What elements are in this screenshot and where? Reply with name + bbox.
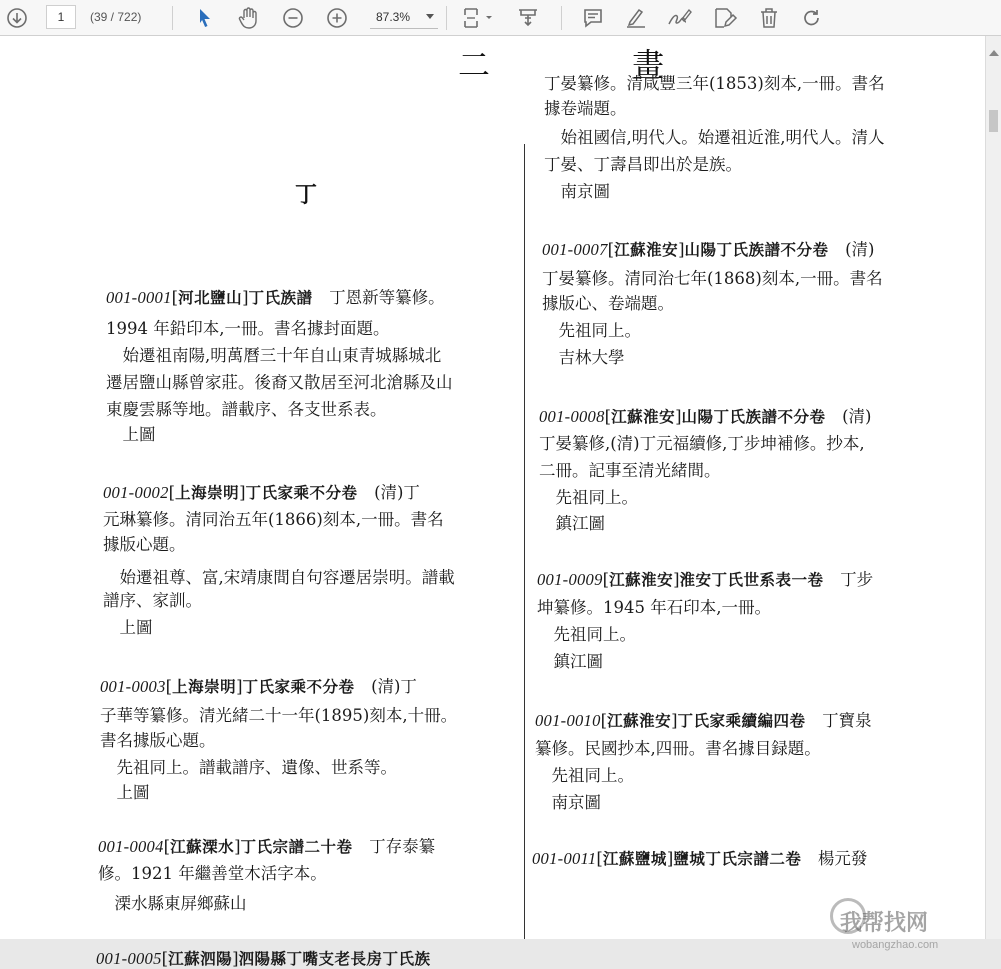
- column-divider: [524, 144, 525, 939]
- text-line: 纂修。民國抄本,四冊。書名據目録題。: [535, 739, 821, 758]
- bracket-open: [: [602, 570, 610, 589]
- text-line: 先祖同上。: [535, 766, 634, 785]
- text-line: 上圖: [100, 783, 150, 802]
- bracket-close: ]: [236, 677, 243, 696]
- catalog-entry-header: [96, 949, 431, 969]
- text-line: 先祖同上。譜載譜序、遺像、世系等。: [100, 758, 397, 777]
- delete-icon[interactable]: [757, 4, 781, 32]
- bracket-open: [: [165, 677, 173, 696]
- text-line: 始祖國信,明代人。始遷祖近淮,明代人。清人: [544, 128, 885, 147]
- text-line: 據版心題。: [103, 535, 186, 554]
- entry-id: 001-0010: [535, 711, 601, 730]
- bracket-close: ]: [666, 849, 674, 868]
- bracket-close: ]: [675, 407, 682, 426]
- entry-title: 山陽丁氏族譜不分卷: [684, 241, 829, 259]
- bracket-close: ]: [242, 288, 249, 307]
- entry-compiler: 丁恩新等纂修。: [312, 288, 445, 307]
- text-line: 溧水縣東屏鄉蘇山: [98, 894, 247, 913]
- divider: [446, 6, 447, 30]
- toolbar: [0, 0, 1001, 36]
- catalog-entry-header: [100, 677, 417, 697]
- entry-compiler: (清): [828, 240, 875, 259]
- bracket-open: [: [161, 949, 169, 968]
- hand-icon[interactable]: [236, 4, 262, 32]
- entry-compiler: 丁存泰纂: [352, 837, 436, 856]
- bracket-open: [: [163, 837, 171, 856]
- catalog-entry-header: [106, 288, 445, 308]
- page-number-input[interactable]: 1: [46, 5, 76, 29]
- bracket-close: ]: [239, 483, 246, 502]
- text-line: 據卷端題。: [544, 99, 627, 118]
- select-arrow-icon[interactable]: [193, 4, 217, 32]
- text-line: 鎮江圖: [537, 652, 603, 671]
- text-line: 二冊。記事至清光緒間。: [539, 461, 721, 480]
- catalog-entry-header: [532, 849, 867, 869]
- document-page[interactable]: [0, 36, 985, 968]
- entry-place: 河北鹽山: [178, 289, 243, 307]
- zoom-value: 87.3%: [376, 9, 411, 24]
- text-line: 1994 年鉛印本,一冊。書名據封面題。: [106, 319, 390, 338]
- text-line: 南京圖: [535, 793, 601, 812]
- watermark-url: wobangzhao.com: [852, 939, 939, 951]
- catalog-entry-header: [535, 711, 872, 731]
- entry-place: 江蘇淮安: [609, 571, 674, 589]
- stamp-icon[interactable]: [514, 4, 542, 32]
- text-line: 東慶雲縣等地。譜載序、各支世系表。: [106, 400, 387, 419]
- text-line: 上圖: [103, 618, 153, 637]
- entry-place: 江蘇鹽城: [602, 850, 667, 868]
- highlight-icon[interactable]: [622, 4, 650, 32]
- chevron-down-icon: [426, 14, 434, 19]
- text-line: 鎮江圖: [539, 514, 605, 533]
- catalog-entry-header: [98, 837, 435, 857]
- catalog-entry-header: [542, 240, 874, 260]
- entry-title: 丁氏家乘不分卷: [242, 678, 355, 696]
- entry-id: 001-0008: [539, 407, 605, 426]
- page-fit-icon[interactable]: [460, 4, 496, 32]
- sign-icon[interactable]: [666, 4, 694, 32]
- page-count: (39 / 722): [90, 10, 142, 24]
- entry-title: 泗陽縣丁嘴支老長房丁氏族: [238, 950, 431, 968]
- text-line: 始遷祖南陽,明萬曆三十年自山東青城縣城北: [106, 346, 442, 365]
- bracket-close: ]: [232, 949, 239, 968]
- entry-compiler: (清)丁: [354, 677, 417, 696]
- comment-icon[interactable]: [580, 4, 606, 32]
- bracket-open: [: [171, 288, 179, 307]
- text-line: 遷居鹽山縣曾家莊。後裔又散居至河北滄縣及山: [106, 373, 453, 392]
- entry-id: 001-0011: [532, 849, 597, 868]
- entry-title: 鹽城丁氏宗譜二卷: [673, 850, 802, 868]
- bracket-open: [: [604, 407, 612, 426]
- text-line: 吉林大學: [542, 348, 625, 367]
- text-line: 書名據版心題。: [100, 731, 216, 750]
- text-line: 丁晏纂修,(清)丁元福續修,丁步坤補修。抄本,: [539, 434, 865, 453]
- page-heading: 二 畫: [458, 46, 731, 84]
- entry-compiler: 丁步: [823, 570, 874, 589]
- rotate-icon[interactable]: [800, 4, 824, 32]
- entry-id: 001-0007: [542, 240, 608, 259]
- vertical-scrollbar[interactable]: [985, 36, 1001, 939]
- entry-place: 江蘇淮安: [611, 408, 676, 426]
- text-line: 先祖同上。: [542, 321, 641, 340]
- text-line: 南京圖: [544, 182, 610, 201]
- zoom-select[interactable]: [370, 5, 438, 29]
- entry-id: 001-0003: [100, 677, 166, 696]
- entry-title: 山陽丁氏族譜不分卷: [681, 408, 826, 426]
- entry-title: 丁氏族譜: [248, 289, 313, 307]
- entry-compiler: 楊元發: [801, 849, 868, 868]
- entry-place: 上海崇明: [172, 678, 237, 696]
- bracket-open: [: [168, 483, 176, 502]
- entry-title: 丁氏家乘不分卷: [245, 484, 358, 502]
- text-line: 上圖: [106, 425, 156, 444]
- entry-place: 江蘇泗陽: [168, 950, 233, 968]
- text-line: 據版心、卷端題。: [542, 294, 674, 313]
- entry-id: 001-0002: [103, 483, 169, 502]
- entry-title: 淮安丁氏世系表一卷: [679, 571, 824, 589]
- text-line: 丁晏纂修。清咸豐三年(1853)刻本,一冊。書名: [544, 74, 885, 93]
- text-line: 坤纂修。1945 年石印本,一冊。: [537, 598, 771, 617]
- entry-place: 江蘇淮安: [614, 241, 679, 259]
- bracket-close: ]: [671, 711, 678, 730]
- bracket-open: [: [607, 240, 615, 259]
- edit-icon[interactable]: [711, 4, 739, 32]
- entry-place: 江蘇溧水: [170, 838, 235, 856]
- zoom-in-icon[interactable]: [325, 4, 349, 32]
- watermark-text: 我帮找网: [840, 911, 929, 936]
- catalog-entry-header: [539, 407, 871, 427]
- entry-place: 上海崇明: [175, 484, 240, 502]
- entry-id: 001-0005: [96, 949, 162, 968]
- bracket-close: ]: [673, 570, 680, 589]
- bracket-close: ]: [234, 837, 241, 856]
- text-line: 子華等纂修。清光緒二十一年(1895)刻本,十冊。: [100, 706, 458, 725]
- download-icon[interactable]: [4, 4, 30, 32]
- entry-compiler: (清): [825, 407, 872, 426]
- text-line: 丁晏、丁壽昌即出於是族。: [544, 155, 742, 174]
- entry-id: 001-0004: [98, 837, 164, 856]
- entry-id: 001-0009: [537, 570, 603, 589]
- text-line: 先祖同上。: [537, 625, 636, 644]
- entry-id: 001-0001: [106, 288, 172, 307]
- bracket-open: [: [600, 711, 608, 730]
- scroll-thumb[interactable]: [989, 110, 998, 132]
- catalog-entry-header: [537, 570, 873, 590]
- text-line: 始遷祖尊、富,宋靖康間自句容遷居崇明。譜載: [103, 568, 455, 587]
- entry-place: 江蘇淮安: [607, 712, 672, 730]
- catalog-entry-header: [103, 483, 420, 503]
- entry-title: 丁氏家乘續編四卷: [677, 712, 806, 730]
- bracket-close: ]: [678, 240, 685, 259]
- text-line: 元琳纂修。清同治五年(1866)刻本,一冊。書名: [103, 510, 444, 529]
- section-heading: 丁: [295, 182, 318, 208]
- scroll-up-arrow-icon[interactable]: [989, 50, 999, 56]
- divider: [172, 6, 173, 30]
- text-line: 丁晏纂修。清同治七年(1868)刻本,一冊。書名: [542, 269, 883, 288]
- zoom-out-icon[interactable]: [281, 4, 305, 32]
- entry-compiler: (清)丁: [357, 483, 420, 502]
- divider: [561, 6, 562, 30]
- text-line: 先祖同上。: [539, 488, 638, 507]
- entry-compiler: 丁寶泉: [805, 711, 872, 730]
- text-line: 修。1921 年繼善堂木活字本。: [98, 864, 327, 883]
- entry-title: 丁氏宗譜二十卷: [240, 838, 353, 856]
- bracket-open: [: [596, 849, 603, 868]
- text-line: 譜序、家訓。: [103, 591, 202, 610]
